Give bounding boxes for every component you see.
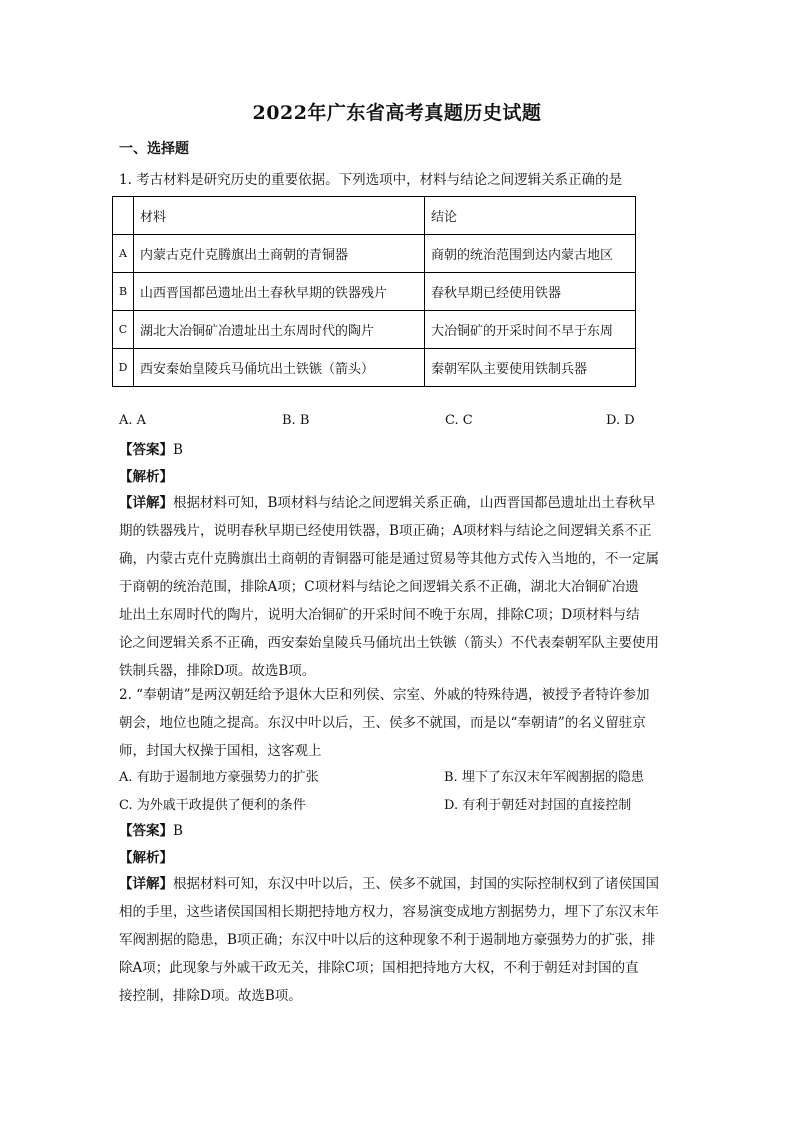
detail-line: 论之间逻辑关系不正确，西安秦始皇陵兵马俑坑出土铁镞（箭头）不代表秦朝军队主要使用: [119, 635, 659, 651]
row-conclusion: 商朝的统治范围到达内蒙古地区: [425, 235, 636, 273]
answer-label: 【答案】: [119, 442, 173, 458]
q2-option-a: A. 有助于遏制地方豪强势力的扩张: [119, 770, 319, 785]
answer-value: B: [173, 823, 183, 839]
detail-line: 除A项；此现象与外戚干政无关，排除C项；国相把持地方大权，不利于朝廷对封国的直: [119, 960, 639, 976]
q2-analysis-label: 【解析】: [119, 850, 173, 866]
row-letter: A: [113, 235, 134, 273]
row-material: 西安秦始皇陵兵马俑坑出土铁镞（箭头）: [134, 349, 425, 387]
page-title: 2022年广东省高考真题历史试题: [252, 102, 542, 124]
detail-line: 【详解】根据材料可知，B项材料与结论之间逻辑关系正确，山西晋国都邑遗址出土春秋早: [119, 495, 656, 511]
table-header-row: [113, 197, 636, 235]
row-conclusion: 春秋早期已经使用铁器: [425, 273, 636, 311]
row-material: 内蒙古克什克腾旗出土商朝的青铜器: [134, 235, 425, 273]
q1-option-b: B. B: [282, 413, 310, 428]
table-row: [113, 311, 636, 349]
q2-detail: [119, 870, 679, 1010]
q1-option-c: C. C: [445, 413, 473, 428]
table-row: [113, 235, 636, 273]
table-row: [113, 273, 636, 311]
row-letter: C: [113, 311, 134, 349]
stem-line: 师，封国大权操于国相，这客观上: [119, 743, 322, 759]
q2-stem: [119, 681, 679, 765]
row-material: 山西晋国都邑遗址出土春秋早期的铁器残片: [134, 273, 425, 311]
q1-table: [112, 196, 636, 387]
table-header-cell: [113, 197, 134, 235]
q2-option-b: B. 埋下了东汉末年军阀割据的隐患: [444, 770, 644, 785]
detail-line: 相的手里，这些诸侯国国相长期把持地方权力，容易演变成地方割据势力，埋下了东汉末年: [119, 904, 659, 920]
q1-stem: 1. 考古材料是研究历史的重要依据。下列选项中，材料与结论之间逻辑关系正确的是: [119, 172, 623, 188]
row-letter: B: [113, 273, 134, 311]
q1-answer: [119, 440, 183, 460]
answer-label: 【答案】: [119, 823, 173, 839]
detail-line: 于商朝的统治范围，排除A项；C项材料与结论之间逻辑关系不正确，湖北大冶铜矿冶遗: [119, 579, 639, 595]
q2-option-c: C. 为外戚干政提供了便利的条件: [119, 798, 306, 813]
q2-answer: [119, 821, 183, 841]
q1-analysis-label: 【解析】: [119, 469, 173, 485]
q1-detail: [119, 489, 679, 685]
section-heading: 一、选择题: [119, 141, 189, 157]
detail-line: 接控制，排除D项。故选B项。: [119, 988, 302, 1004]
answer-value: B: [173, 442, 183, 458]
q1-option-a: A. A: [119, 413, 147, 428]
table-header-cell: 材料: [134, 197, 425, 235]
detail-label: 【详解】: [119, 876, 173, 892]
q2-option-d: D. 有利于朝廷对封国的直接控制: [444, 798, 632, 813]
row-letter: D: [113, 349, 134, 387]
detail-line: 【详解】根据材料可知，东汉中叶以后，王、侯多不就国，封国的实际控制权到了诸侯国国: [119, 876, 659, 892]
row-conclusion: 大冶铜矿的开采时间不早于东周: [425, 311, 636, 349]
row-conclusion: 秦朝军队主要使用铁制兵器: [425, 349, 636, 387]
detail-line: 期的铁器残片，说明春秋早期已经使用铁器，B项正确；A项材料与结论之间逻辑关系不正: [119, 523, 652, 539]
stem-line: 朝会，地位也随之提高。东汉中叶以后，王、侯多不就国，而是以“奉朝请”的名义留驻京: [119, 715, 646, 731]
q1-option-d: D. D: [606, 413, 635, 428]
detail-line: 铁制兵器，排除D项。故选B项。: [119, 663, 316, 679]
stem-line: 2. “奉朝请”是两汉朝廷给予退休大臣和列侯、宗室、外戚的特殊待遇，被授予者特许参加: [119, 687, 650, 703]
detail-label: 【详解】: [119, 495, 173, 511]
row-material: 湖北大冶铜矿冶遗址出土东周时代的陶片: [134, 311, 425, 349]
detail-line: 军阀割据的隐患，B项正确；东汉中叶以后的这种现象不利于遏制地方豪强势力的扩张，排: [119, 932, 656, 948]
table-header-cell: 结论: [425, 197, 636, 235]
detail-line: 确，内蒙古克什克腾旗出土商朝的青铜器可能是通过贸易等其他方式传入当地的，不一定属: [119, 551, 659, 567]
detail-line: 址出土东周时代的陶片，说明大冶铜矿的开采时间不晚于东周，排除C项；D项材料与结: [119, 607, 640, 623]
table-row: [113, 349, 636, 387]
